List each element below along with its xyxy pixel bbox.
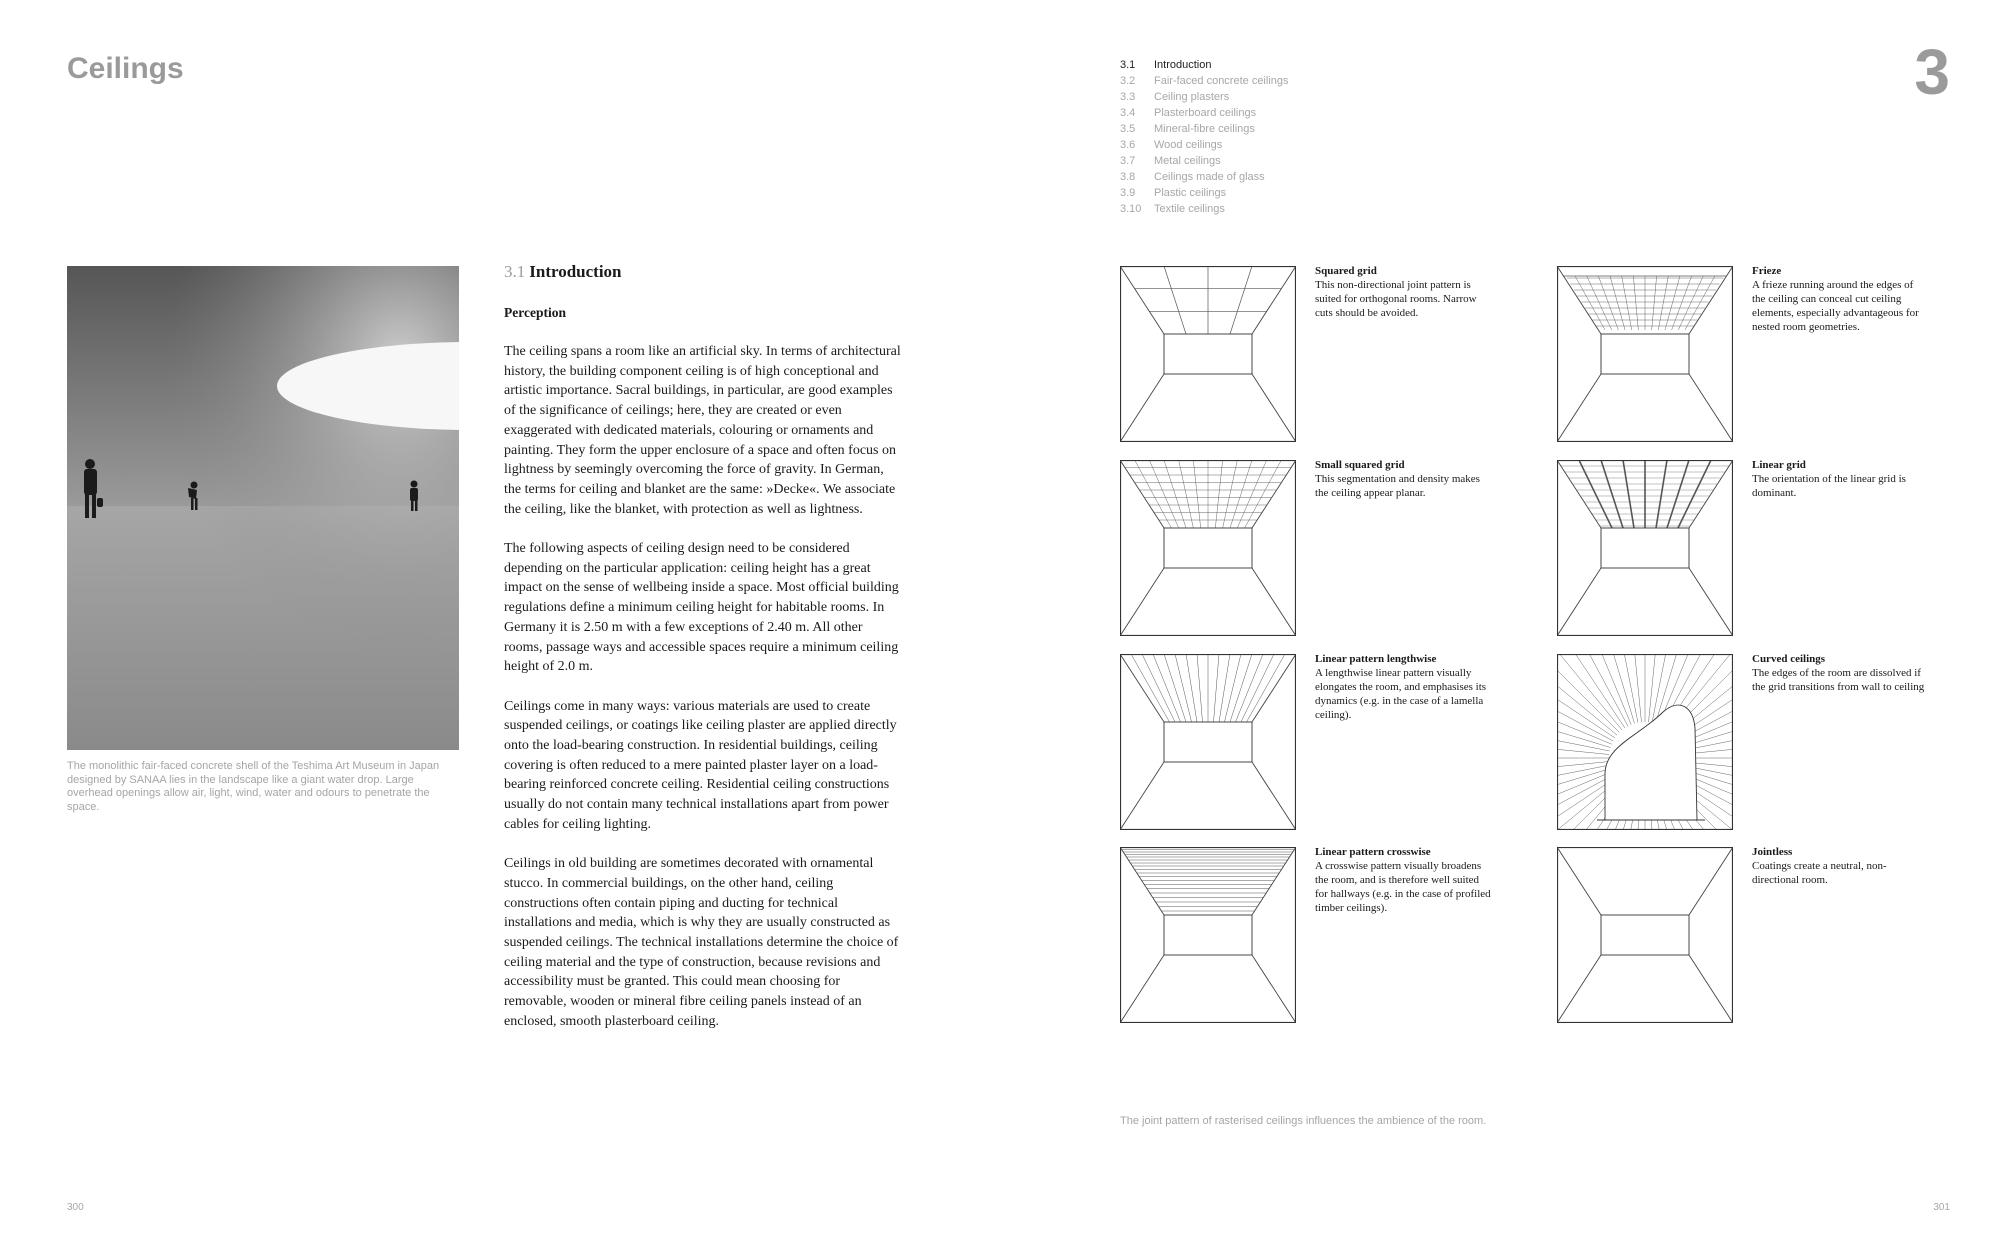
- intro-paragraph: Ceilings come in many ways: various materials are used to create suspended ceilings, or coatings like ceiling plaster are applied directly onto the load-bearing construction. In residential buildings, ceiling covering is often reduced to a mere painted plaster layer on a load-bearing reinforced concrete ceiling. Residential ceiling constructions usually do not contain many technical installations apart from power cables for ceiling lighting.: [504, 698, 897, 832]
- figure-caption: The joint pattern of rasterised ceilings influences the ambience of the room.: [1120, 1115, 1487, 1127]
- toc-item[interactable]: 3.10 Textile ceilings: [1120, 203, 1225, 215]
- toc-item[interactable]: 3.9 Plastic ceilings: [1120, 187, 1227, 199]
- squared-grid-text: [1315, 264, 1491, 320]
- linear-grid-diagram: [1557, 460, 1733, 636]
- section-number: 3.1: [504, 262, 526, 281]
- page-number-left: 300: [67, 1202, 84, 1213]
- toc-item[interactable]: 3.2 Fair-faced concrete ceilings: [1120, 75, 1289, 87]
- photo-caption: The monolithic fair-faced concrete shell of the Teshima Art Museum in Japan designed by SANAA lies in the landscape like a giant water drop. Large overhead openings allow air, light, wind, water and odours to penetrate the space.: [67, 760, 440, 813]
- toc-item[interactable]: 3.4 Plasterboard ceilings: [1120, 107, 1257, 119]
- diagram-description: A lengthwise linear pattern visually elongates the room, and emphasises its dynamics (e.g. in the case of a lamella ceiling).: [1315, 667, 1487, 721]
- toc-item[interactable]: 3.6 Wood ceilings: [1120, 139, 1223, 151]
- linear-lengthwise-text: [1315, 652, 1491, 722]
- linear-crosswise-text: [1315, 845, 1491, 915]
- jointless-text: [1752, 845, 1928, 887]
- toc-item[interactable]: 3.7 Metal ceilings: [1120, 155, 1221, 167]
- diagram-description: Coatings create a neutral, non-directional room.: [1752, 860, 1887, 886]
- toc-item[interactable]: 3.3 Ceiling plasters: [1120, 91, 1230, 103]
- linear-lengthwise-diagram: [1120, 654, 1296, 830]
- diagram-title: Linear pattern lengthwise: [1315, 653, 1437, 665]
- frieze-diagram: [1557, 266, 1733, 442]
- intro-paragraph: The ceiling spans a room like an artificial sky. In terms of architectural history, the building component ceiling is of high conceptional and artistic importance. Sacral buildings, in particular, are good examples of the significance of ceilings; here, they are created or even exaggerated with dedicated materials, colouring or ornaments and painting. They form the upper enclosure of a space and often focus on lightness by seemingly overcoming the force of gravity. In German, the terms for ceiling and blanket are the same: »Decke«. We associate the ceiling, like the blanket, with protection as well as lightness.: [504, 344, 901, 517]
- chapter-number: 3: [1914, 36, 1950, 108]
- jointless-diagram: [1557, 847, 1733, 1023]
- diagram-description: The edges of the room are dissolved if the grid transitions from wall to ceiling: [1752, 667, 1925, 693]
- intro-heading: [504, 262, 904, 282]
- linear-crosswise-diagram: [1120, 847, 1296, 1023]
- diagram-title: Linear pattern crosswise: [1315, 846, 1431, 858]
- teshima-museum-photo: [67, 266, 459, 750]
- diagram-description: This non-directional joint pattern is suited for orthogonal rooms. Narrow cuts should be avoided.: [1315, 279, 1477, 319]
- chapter-title: Ceilings: [67, 52, 184, 85]
- linear-grid-text: [1752, 458, 1928, 500]
- diagram-description: A crosswise pattern visually broadens the room, and is therefore well suited for hallways (e.g. in the case of profiled timber ceilings).: [1315, 860, 1491, 914]
- diagram-title: Jointless: [1752, 846, 1793, 858]
- diagram-description: A frieze running around the edges of the ceiling can conceal cut ceiling elements, especially advantageous for nested room geometries.: [1752, 279, 1919, 333]
- page-number-right: 301: [1933, 1202, 1950, 1213]
- photo-illustration: [67, 266, 459, 750]
- frieze-text: [1752, 264, 1928, 334]
- toc-item[interactable]: 3.8 Ceilings made of glass: [1120, 171, 1265, 183]
- small-squared-grid-diagram: [1120, 460, 1296, 636]
- diagram-title: Curved ceilings: [1752, 653, 1826, 665]
- intro-paragraph: The following aspects of ceiling design need to be considered depending on the particular application: ceiling height has a great impact on the sense of wellbeing inside a space. Most official building regulations define a minimum ceiling height for habitable rooms. In Germany it is 2.50 m with a few exceptions of 2.40 m. All other rooms, passage ways and accessible spaces require a minimum ceiling height of 2.0 m.: [504, 541, 899, 675]
- diagram-title: Small squared grid: [1315, 459, 1405, 471]
- toc-item[interactable]: 3.5 Mineral-fibre ceilings: [1120, 123, 1255, 135]
- curved-ceilings-text: [1752, 652, 1928, 694]
- diagram-description: The orientation of the linear grid is dominant.: [1752, 473, 1906, 499]
- diagram-title: Linear grid: [1752, 459, 1806, 471]
- diagram-title: Frieze: [1752, 265, 1782, 277]
- section-title: Introduction: [529, 262, 622, 281]
- intro-paragraph: Ceilings in old building are sometimes decorated with ornamental stucco. In commercial buildings, on the other hand, ceiling constructions often contain piping and ducting for technical installations and media, which is why they are usually constructed as suspended ceilings. The technical installations determine the choice of ceiling material and the type of construction, because revisions and accessibility must be granted. This could mean choosing for removable, wooden or mineral fibre ceiling panels instead of an enclosed, smooth plasterboard ceiling.: [504, 856, 899, 1029]
- toc-item[interactable]: 3.1 Introduction: [1120, 59, 1212, 71]
- chapter-toc: [1120, 57, 1289, 217]
- squared-grid-diagram: [1120, 266, 1296, 442]
- diagram-title: Squared grid: [1315, 265, 1377, 277]
- small-squared-grid-text: [1315, 458, 1491, 500]
- diagram-description: This segmentation and density makes the ceiling appear planar.: [1315, 473, 1480, 499]
- intro-subheading: Perception: [504, 305, 566, 320]
- curved-ceilings-diagram: [1557, 654, 1733, 830]
- intro-section: [504, 262, 904, 1051]
